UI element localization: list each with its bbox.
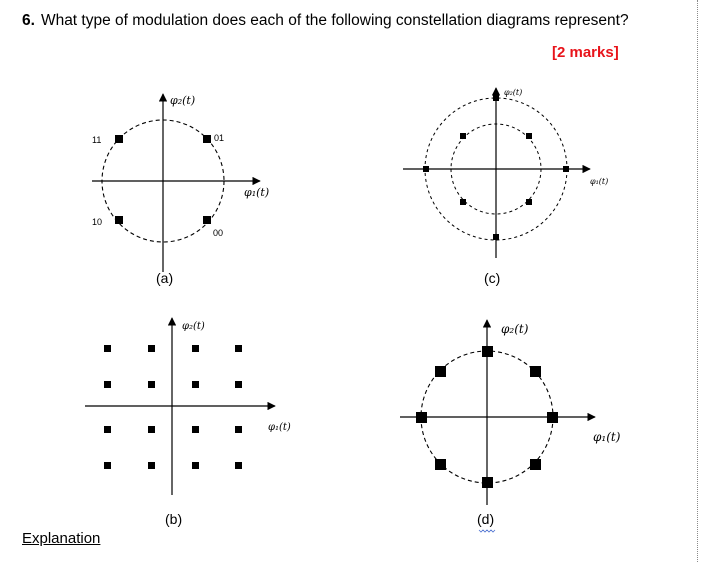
diagram-b-point <box>148 426 155 433</box>
diagram-b-point <box>192 426 199 433</box>
diagram-d-point <box>530 459 541 470</box>
question-text: What type of modulation does each of the following constellation diagrams represent? <box>40 12 629 29</box>
diagram-c-point <box>460 133 466 139</box>
diagram-b-x-axis-label: φ₁(t) <box>268 422 291 433</box>
diagram-d-point <box>547 412 558 423</box>
diagram-c-point <box>493 234 499 240</box>
diagram-d-y-axis-label: φ₂(t) <box>501 322 529 336</box>
diagram-d-x-axis-label: φ₁(t) <box>593 430 621 444</box>
diagram-d <box>400 320 621 532</box>
diagram-b-caption: (b) <box>165 511 183 527</box>
marks-label: [2 marks] <box>552 44 619 61</box>
explanation-label: Explanation <box>22 530 101 547</box>
diagram-b-point <box>104 345 111 352</box>
diagram-b-point <box>235 381 242 388</box>
diagram-b-point <box>235 426 242 433</box>
diagram-b-point <box>148 462 155 469</box>
diagram-a-label-11: 11 <box>92 135 102 145</box>
diagram-b-point <box>235 345 242 352</box>
diagram-a-label-01: 01 <box>214 133 225 143</box>
diagram-a-caption: (a) <box>156 270 174 286</box>
diagram-c <box>403 88 608 286</box>
diagram-d-point <box>482 346 493 357</box>
diagram-c-x-axis-label: φ₁(t) <box>590 177 609 186</box>
diagram-c-point <box>526 133 532 139</box>
diagram-c-point <box>526 199 532 205</box>
diagram-a-point-10 <box>115 216 123 224</box>
diagram-c-point <box>493 95 499 101</box>
diagram-c-point <box>460 199 466 205</box>
diagram-d-caption-squiggle <box>479 530 495 532</box>
diagram-b-point <box>192 345 199 352</box>
diagram-b-point <box>192 462 199 469</box>
diagram-b-point <box>104 381 111 388</box>
diagram-d-point <box>416 412 427 423</box>
diagram-b-point <box>148 345 155 352</box>
diagram-d-point <box>435 366 446 377</box>
diagram-b <box>85 318 291 527</box>
diagram-b-points <box>104 345 242 469</box>
diagram-a-point-01 <box>203 135 211 143</box>
diagram-a-y-axis-label: φ₂(t) <box>170 94 196 107</box>
diagram-a-x-axis-label: φ₁(t) <box>244 186 270 199</box>
diagram-a <box>92 94 269 286</box>
diagram-c-caption: (c) <box>484 270 501 286</box>
diagram-d-point <box>482 477 493 488</box>
diagram-d-point <box>435 459 446 470</box>
diagram-a-label-10: 10 <box>92 217 103 227</box>
diagram-d-point <box>530 366 541 377</box>
diagram-b-point <box>104 426 111 433</box>
diagram-a-label-00: 00 <box>213 228 224 238</box>
diagram-a-point-11 <box>115 135 123 143</box>
diagram-b-point <box>192 381 199 388</box>
diagram-b-y-axis-label: φ₂(t) <box>182 321 205 332</box>
diagram-c-y-axis-label: φ₂(t) <box>504 88 523 97</box>
question-number: 6. <box>22 12 35 29</box>
diagram-b-point <box>235 462 242 469</box>
diagram-b-point <box>104 462 111 469</box>
diagram-b-point <box>148 381 155 388</box>
diagram-c-point <box>423 166 429 172</box>
diagram-c-point <box>563 166 569 172</box>
diagram-d-caption: (d) <box>477 511 495 527</box>
diagram-a-point-00 <box>203 216 211 224</box>
